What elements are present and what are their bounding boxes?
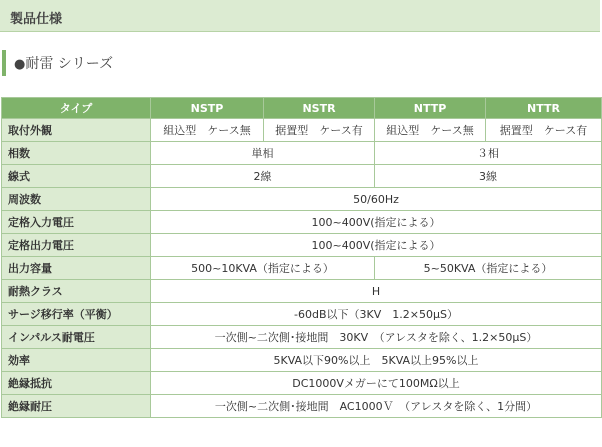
header-type: タイプ xyxy=(2,98,151,119)
table-cell: 5~50KVA（指定による） xyxy=(375,257,602,280)
table-cell: 100~400V(指定による） xyxy=(151,234,602,257)
table-cell: ３相 xyxy=(375,142,602,165)
row-label: 周波数 xyxy=(2,188,151,211)
table-row xyxy=(2,142,602,165)
table-cell: 3線 xyxy=(375,165,602,188)
table-cell: 据置型 ケース有 xyxy=(264,119,375,142)
row-label: 出力容量 xyxy=(2,257,151,280)
row-label: 取付外観 xyxy=(2,119,151,142)
table-row xyxy=(2,349,602,372)
table-cell: 組込型 ケース無 xyxy=(151,119,264,142)
section-accent-bar xyxy=(2,50,6,76)
table-row xyxy=(2,280,602,303)
table-cell: 100~400V(指定による） xyxy=(151,211,602,234)
table-row xyxy=(2,326,602,349)
header-nstr: NSTR xyxy=(264,98,375,119)
table-cell: 2線 xyxy=(151,165,375,188)
table-cell: H xyxy=(151,280,602,303)
bullet-icon: ● xyxy=(14,57,26,72)
table-cell: 50/60Hz xyxy=(151,188,602,211)
row-label: 耐熱クラス xyxy=(2,280,151,303)
table-cell: 500~10KVA（指定による） xyxy=(151,257,375,280)
page-title: 製品仕様 xyxy=(10,12,63,27)
table-row xyxy=(2,119,602,142)
table-cell: 一次側~二次側･接地間 AC1000Ｖ （アレスタを除く、1分間） xyxy=(151,395,602,418)
page-header xyxy=(0,0,600,32)
header-nttp: NTTP xyxy=(375,98,486,119)
table-cell: 単相 xyxy=(151,142,375,165)
table-row xyxy=(2,372,602,395)
table-cell: 据置型 ケース有 xyxy=(486,119,602,142)
table-row xyxy=(2,165,602,188)
row-label: 絶縁抵抗 xyxy=(2,372,151,395)
table-row xyxy=(2,188,602,211)
row-label: 線式 xyxy=(2,165,151,188)
row-label: 定格入力電圧 xyxy=(2,211,151,234)
table-row xyxy=(2,395,602,418)
section-title: 耐雷 シリーズ xyxy=(25,56,114,72)
row-label: 効率 xyxy=(2,349,151,372)
header-nttr: NTTR xyxy=(486,98,602,119)
table-cell: DC1000Vメガーにて100MΩ以上 xyxy=(151,372,602,395)
table-cell: 組込型 ケース無 xyxy=(375,119,486,142)
table-row xyxy=(2,234,602,257)
header-nstp: NSTP xyxy=(151,98,264,119)
row-label: サージ移行率（平衡） xyxy=(2,303,151,326)
table-row xyxy=(2,257,602,280)
table-cell: -60dB以下（3KV 1.2×50μS） xyxy=(151,303,602,326)
table-header-row xyxy=(2,98,602,119)
table-row xyxy=(2,303,602,326)
row-label: インパルス耐電圧 xyxy=(2,326,151,349)
row-label: 定格出力電圧 xyxy=(2,234,151,257)
row-label: 相数 xyxy=(2,142,151,165)
spec-table xyxy=(1,97,602,418)
table-row xyxy=(2,211,602,234)
table-cell: 5KVA以下90%以上 5KVA以上95%以上 xyxy=(151,349,602,372)
row-label: 絶縁耐圧 xyxy=(2,395,151,418)
table-cell: 一次側~二次側･接地間 30KV （アレスタを除く、1.2×50μS） xyxy=(151,326,602,349)
section-heading xyxy=(0,48,300,78)
